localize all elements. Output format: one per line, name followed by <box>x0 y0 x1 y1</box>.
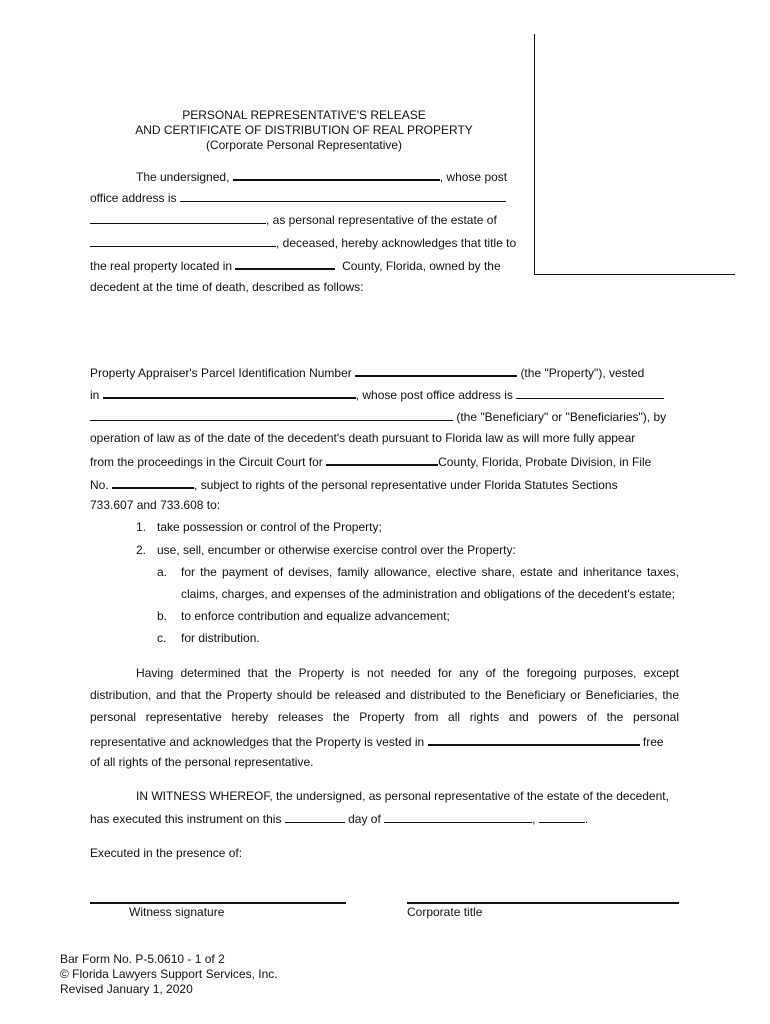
vested-in-field[interactable] <box>428 733 640 746</box>
form-title-line2: AND CERTIFICATE OF DISTRIBUTION OF REAL PROPERTY <box>135 123 473 137</box>
footer-revised: Revised January 1, 2020 <box>60 982 193 996</box>
footer-form-number: Bar Form No. P-5.0610 - 1 of 2 <box>60 952 225 966</box>
para2-line2 <box>90 386 664 402</box>
comma-label: , <box>532 812 536 826</box>
para2-line5 <box>90 453 651 469</box>
as-personal-rep-label: , as personal representative of the estate of <box>266 213 497 227</box>
footer-copyright: © Florida Lawyers Support Services, Inc. <box>60 967 278 981</box>
office-address-field[interactable] <box>180 190 506 202</box>
corporate-title-line[interactable] <box>407 902 679 904</box>
office-address-label: office address is <box>90 191 177 205</box>
list-item-1-number: 1. <box>136 520 147 534</box>
beneficiary-label: (the "Beneficiary" or "Beneficiaries"), by <box>456 410 667 424</box>
parcel-id-field[interactable] <box>355 364 517 377</box>
para1-line3 <box>90 212 497 227</box>
beneficiary-address-field[interactable] <box>516 387 664 399</box>
witness-signature-line[interactable] <box>90 902 346 904</box>
period-label: . <box>584 812 589 826</box>
beneficiary-name-field[interactable] <box>103 386 356 399</box>
county-florida-label: County, Florida, owned by the <box>342 259 501 273</box>
para1-line2 <box>90 190 506 205</box>
county-field[interactable] <box>235 257 335 270</box>
file-number-field[interactable] <box>112 476 194 489</box>
the-property-label: (the "Property"), vested <box>520 366 645 380</box>
witness-signature-label: Witness signature <box>129 905 225 919</box>
vested-in-label: representative and acknowledges that the Property is vested in <box>90 735 425 749</box>
day-field[interactable] <box>285 811 345 823</box>
in-label: in <box>90 388 100 402</box>
recording-box-bottom-border <box>534 274 735 275</box>
recording-box-left-border <box>534 34 535 275</box>
list-item-2-number: 2. <box>136 543 147 557</box>
parcel-id-label: Property Appraiser's Parcel Identification Number <box>90 366 352 380</box>
sublist-item-a-text: for the payment of devises, family allowance, elective share, estate and inheritance taxes, <box>181 565 679 579</box>
para3-line3: personal representative hereby releases the Property from all rights and powers of the personal <box>90 710 679 724</box>
list-item-1-text: take possession or control of the Property; <box>157 520 382 534</box>
sublist-item-a-text-2: claims, charges, and expenses of the administration and obligations of the decedent's estate; <box>181 587 675 601</box>
year-field[interactable] <box>539 811 585 823</box>
para2-line6 <box>90 476 618 492</box>
para3-line4 <box>90 733 664 749</box>
probate-division-label: County, Florida, Probate Division, in File <box>438 455 652 469</box>
para1-line6: decedent at the time of death, described as follows: <box>90 280 364 294</box>
form-title-line3: (Corporate Personal Representative) <box>205 138 403 152</box>
sublist-item-c-text: for distribution. <box>181 631 260 645</box>
file-no-label: No. <box>90 478 109 492</box>
para2-line4: operation of law as of the date of the decedent's death pursuant to Florida law as will more fully appear <box>90 431 636 445</box>
executed-on-label: has executed this instrument on this <box>90 812 282 826</box>
beneficiary-address-field-2[interactable] <box>90 409 453 421</box>
subject-to-label: , subject to rights of the personal representative under Florida Statutes Sections <box>194 478 618 492</box>
whose-post-office-label: , whose post office address is <box>355 388 513 402</box>
para1-line5 <box>90 257 501 273</box>
sublist-item-b-text: to enforce contribution and equalize advancement; <box>181 609 450 623</box>
whose-post-label: , whose post <box>439 170 508 184</box>
free-label: free <box>642 735 664 749</box>
para3-line5: of all rights of the personal representative. <box>90 755 314 769</box>
circuit-court-label: from the proceedings in the Circuit Court for <box>90 455 323 469</box>
office-address-field-2[interactable] <box>90 212 266 224</box>
para2-line3 <box>90 409 666 424</box>
para3-line2: distribution, and that the Property should be released and distributed to the Beneficiary or Beneficiaries, the <box>90 688 679 702</box>
list-item-2-text: use, sell, encumber or otherwise exercise control over the Property: <box>157 543 516 557</box>
undersigned-name-field[interactable] <box>233 168 440 181</box>
para1-line4 <box>90 235 516 250</box>
para2-line7: 733.607 and 733.608 to: <box>90 498 221 512</box>
executed-in-presence: Executed in the presence of: <box>90 846 243 860</box>
real-property-label: the real property located in <box>90 259 233 273</box>
undersigned-label: The undersigned, <box>136 170 230 184</box>
para4-line2 <box>90 811 588 826</box>
month-field[interactable] <box>384 811 532 823</box>
para2-line1 <box>90 364 644 380</box>
para3-line1: Having determined that the Property is not needed for any of the foregoing purposes, except <box>136 666 679 680</box>
form-title-line1: PERSONAL REPRESENTATIVE'S RELEASE <box>182 108 426 122</box>
para4-line1: IN WITNESS WHEREOF, the undersigned, as personal representative of the estate of the decedent, <box>136 789 669 803</box>
circuit-court-county-field[interactable] <box>326 453 438 466</box>
day-of-label: day of <box>348 812 381 826</box>
deceased-label: , deceased, hereby acknowledges that title to <box>276 236 517 250</box>
sublist-item-b-letter: b. <box>157 609 168 623</box>
sublist-item-c-letter: c. <box>157 631 167 645</box>
corporate-title-label: Corporate title <box>407 905 483 919</box>
sublist-item-a-letter: a. <box>157 565 168 579</box>
para1-line1 <box>136 168 507 184</box>
decedent-name-field[interactable] <box>90 235 276 247</box>
